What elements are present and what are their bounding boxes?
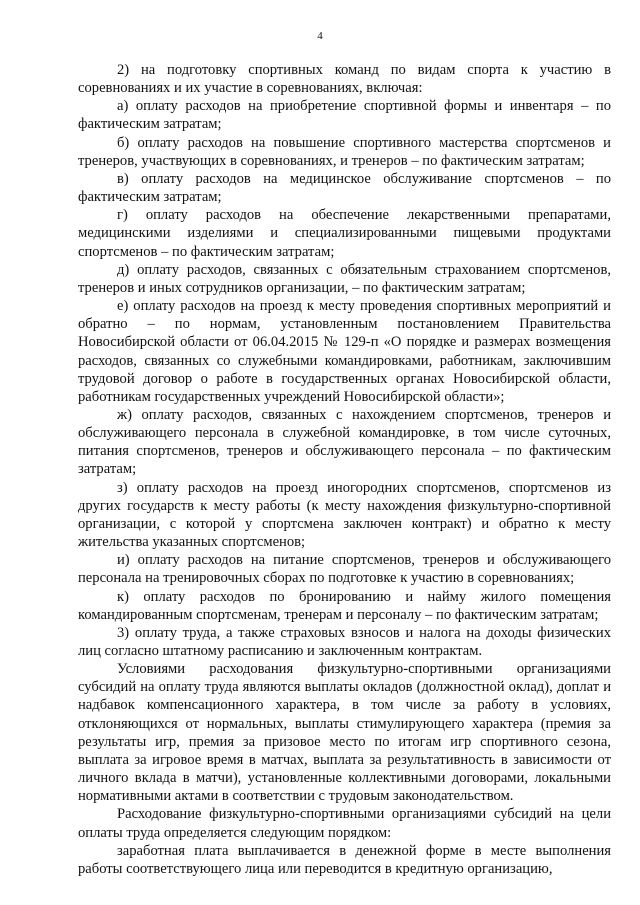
paragraph-sub-e: е) оплату расходов на проезд к месту проведения спортивных мероприятий и обратно – по нормам, установленным постановлением Правительства Новосибирской области от 06.04.2015 № 129-п «О порядке и размерах возмещения расходов, связанных со служебными командировками, работникам, заключившим трудовой договор о работе в государственных органах Новосибирской области, работникам государственных учреждений Новосибирской области»; bbox=[78, 298, 611, 405]
paragraph-sub-k: к) оплату расходов по бронированию и найму жилого помещения командированным спортсменам, тренерам и персоналу – по фактическим затратам; bbox=[78, 588, 611, 623]
page-number: 4 bbox=[317, 30, 323, 42]
paragraph-sub-d: д) оплату расходов, связанных с обязательным страхованием спортсменов, тренеров и иных сотрудников организации, – по фактическим затратам; bbox=[78, 261, 611, 296]
document-body bbox=[78, 61, 611, 878]
paragraph-sub-i: и) оплату расходов на питание спортсменов, тренеров и обслуживающего персонала на тренировочных сборах по подготовке к участию в соревнованиях; bbox=[78, 552, 611, 587]
paragraph-sub-g: г) оплату расходов на обеспечение лекарственными препаратами, медицинскими изделиями и специализированными пищевыми продуктами спортсменов – по фактическим затратам; bbox=[78, 207, 611, 260]
paragraph-sub-b: б) оплату расходов на повышение спортивного мастерства спортсменов и тренеров, участвующих в соревнованиях, и тренеров – по фактическим затратам; bbox=[78, 134, 611, 169]
paragraph-sub-z: з) оплату расходов на проезд иногородних спортсменов, спортсменов из других государств к месту работы (к месту нахождения физкультурно-спортивной организации, с которой у спортсмена заключен контракт) и обратно к месту жительства указанных спортсменов; bbox=[78, 479, 611, 551]
paragraph-sub-zh: ж) оплату расходов, связанных с нахождением спортсменов, тренеров и обслуживающего персонала в служебной командировке, в том числе суточных, питания спортсменов, тренеров и обслуживающего персонала – по фактическим затратам; bbox=[78, 406, 611, 478]
paragraph-item-3: 3) оплату труда, а также страховых взносов и налога на доходы физических лиц согласно штатному расписанию и заключенным контрактам. bbox=[78, 624, 611, 659]
paragraph-conditions: Условиями расходования физкультурно-спортивными организациями субсидий на оплату труда являются выплаты окладов (должностной оклад), доплат и надбавок компенсационного характера, в том числе за работу в условиях, отклоняющихся от нормальных, выплаты стимулирующего характера (премия за результаты игр, премия за призовое место по итогам игр спортивного сезона, выплата за игровое время в матчах, выплата за результативность в зависимости от личного вклада в матчи), установленные коллективными договорами, локальными нормативными актами в соответствии с трудовым законодательством. bbox=[78, 661, 611, 805]
paragraph-salary: заработная плата выплачивается в денежной форме в месте выполнения работы соответствующего лица или переводится в кредитную организацию, bbox=[78, 842, 611, 877]
paragraph-procedure: Расходование физкультурно-спортивными организациями субсидий на цели оплаты труда определяется следующим порядком: bbox=[78, 806, 611, 841]
paragraph-sub-a: а) оплату расходов на приобретение спортивной формы и инвентаря – по фактическим затратам; bbox=[78, 98, 611, 133]
paragraph-sub-v: в) оплату расходов на медицинское обслуживание спортсменов – по фактическим затратам; bbox=[78, 170, 611, 206]
paragraph-item-2: 2) на подготовку спортивных команд по видам спорта к участию в соревнованиях и их участие в соревнованиях, включая: bbox=[78, 62, 611, 97]
